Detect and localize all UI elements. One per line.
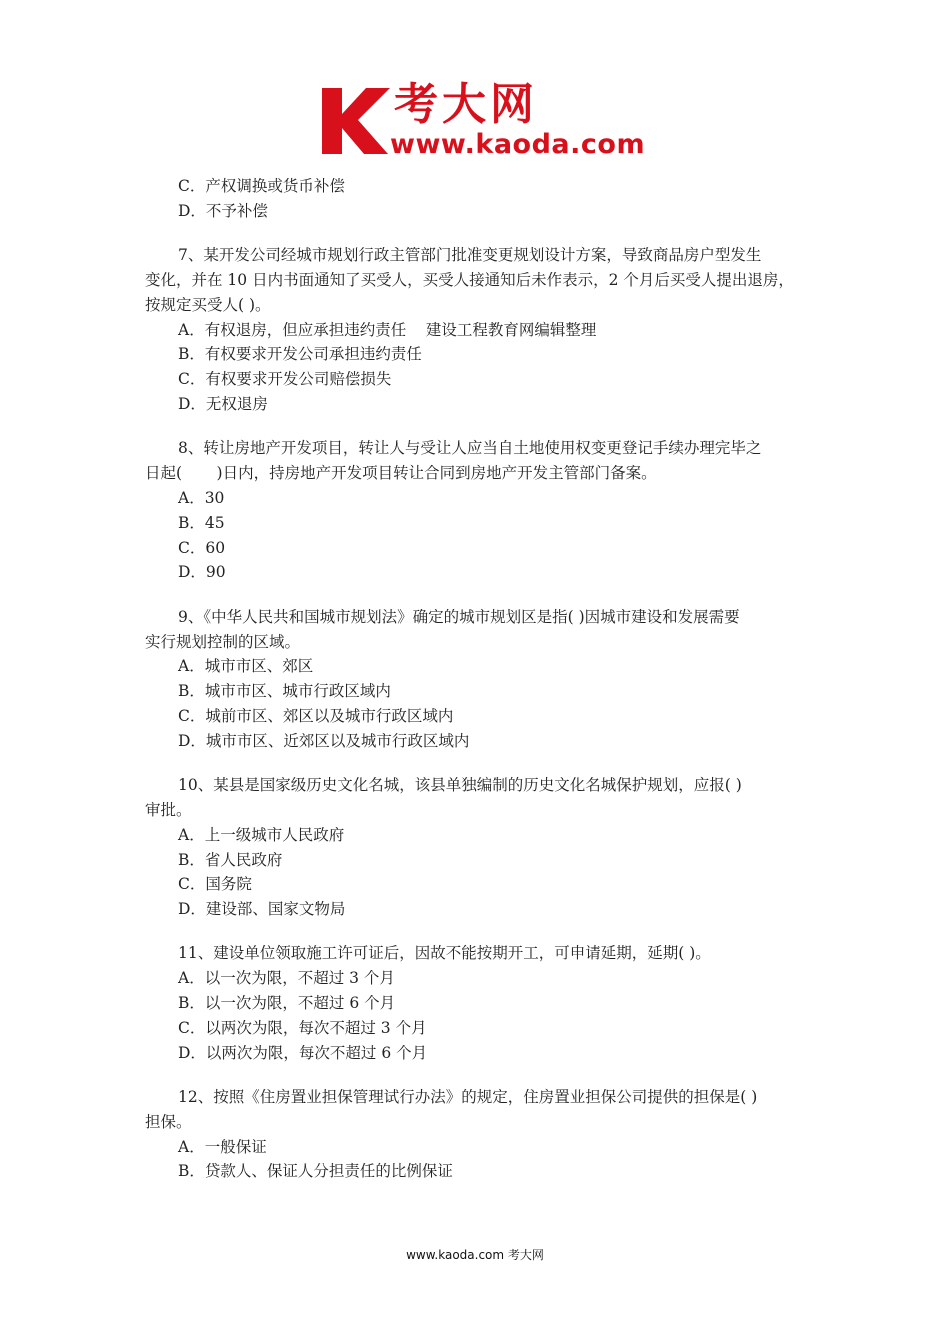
paragraph-gap bbox=[145, 417, 817, 437]
question-text-line: 担保。 bbox=[145, 1112, 192, 1131]
question-content bbox=[145, 174, 817, 1184]
answer-option: C．产权调换或货币补偿 bbox=[178, 177, 345, 195]
answer-option: D．城市市区、近郊区以及城市行政区域内 bbox=[178, 731, 470, 750]
question-stem: 11、建设单位领取施工许可证后，因故不能按期开工，可申请延期，延期( )。 bbox=[178, 944, 711, 963]
paragraph-gap bbox=[145, 585, 817, 605]
answer-option: D．90 bbox=[178, 563, 226, 582]
answer-option: B．省人民政府 bbox=[178, 850, 283, 869]
answer-option: D．建设部、国家文物局 bbox=[178, 900, 346, 919]
answer-option: D．不予补偿 bbox=[178, 201, 268, 220]
paragraph-gap bbox=[145, 754, 817, 774]
kaoda-logo bbox=[318, 79, 646, 164]
paragraph-gap bbox=[145, 922, 817, 942]
answer-option: B．以一次为限，不超过 6 个月 bbox=[178, 994, 396, 1013]
question-stem: 12、按照《住房置业担保管理试行办法》的规定，住房置业担保公司提供的担保是( ) bbox=[178, 1088, 758, 1107]
answer-option: A．城市市区、郊区 bbox=[178, 657, 314, 676]
paragraph-gap bbox=[145, 224, 817, 244]
question-stem: 8、转让房地产开发项目，转让人与受让人应当自土地使用权变更登记手续办理完毕之 bbox=[178, 439, 762, 458]
question-text-line: 审批。 bbox=[145, 800, 192, 819]
answer-option: A．以一次为限，不超过 3 个月 bbox=[178, 969, 395, 988]
question-stem: 7、某开发公司经城市规划行政主管部门批准变更规划设计方案，导致商品房户型发生 bbox=[178, 246, 762, 265]
answer-option: B．城市市区、城市行政区域内 bbox=[178, 682, 391, 701]
question-stem: 9、《中华人民共和国城市规划法》确定的城市规划区是指( )因城市建设和发展需要 bbox=[178, 607, 740, 626]
question-text-line: 日起( )日内，持房地产开发项目转让合同到房地产开发主管部门备案。 bbox=[145, 464, 657, 483]
question-text-line: 按规定买受人( )。 bbox=[145, 295, 271, 314]
answer-option: C．60 bbox=[178, 538, 226, 557]
paragraph-gap bbox=[145, 1065, 817, 1085]
answer-option: B．贷款人、保证人分担责任的比例保证 bbox=[178, 1162, 453, 1181]
answer-option: C．以两次为限，每次不超过 3 个月 bbox=[178, 1018, 427, 1037]
answer-option: A．30 bbox=[178, 488, 225, 507]
answer-option: C．有权要求开发公司赔偿损失 bbox=[178, 370, 392, 389]
answer-option: A．上一级城市人民政府 bbox=[178, 825, 345, 844]
question-text-line: 变化，并在 10 日内书面通知了买受人，买受人接通知后未作表示，2 个月后买受人提出退房， bbox=[145, 270, 794, 289]
page-footer: www.kaoda.com 考大网 bbox=[406, 1248, 544, 1262]
logo-url-text: www.kaoda.com bbox=[390, 129, 646, 160]
answer-option: D．无权退房 bbox=[178, 394, 268, 413]
answer-option: D．以两次为限，每次不超过 6 个月 bbox=[178, 1043, 428, 1062]
answer-option: B．有权要求开发公司承担违约责任 bbox=[178, 345, 422, 364]
k-logo-icon bbox=[318, 84, 392, 158]
answer-option: A．一般保证 bbox=[178, 1137, 267, 1156]
logo-brand-text: 考大网 bbox=[394, 79, 538, 130]
question-text-line: 实行规划控制的区域。 bbox=[145, 632, 301, 651]
answer-option: C．城前市区、郊区以及城市行政区域内 bbox=[178, 706, 454, 725]
answer-option: C．国务院 bbox=[178, 875, 252, 894]
question-stem: 10、某县是国家级历史文化名城，该县单独编制的历史文化名城保护规划，应报( ) bbox=[178, 776, 742, 795]
answer-option: B．45 bbox=[178, 513, 225, 532]
answer-option: A．有权退房，但应承担违约责任 建设工程教育网编辑整理 bbox=[178, 320, 597, 339]
